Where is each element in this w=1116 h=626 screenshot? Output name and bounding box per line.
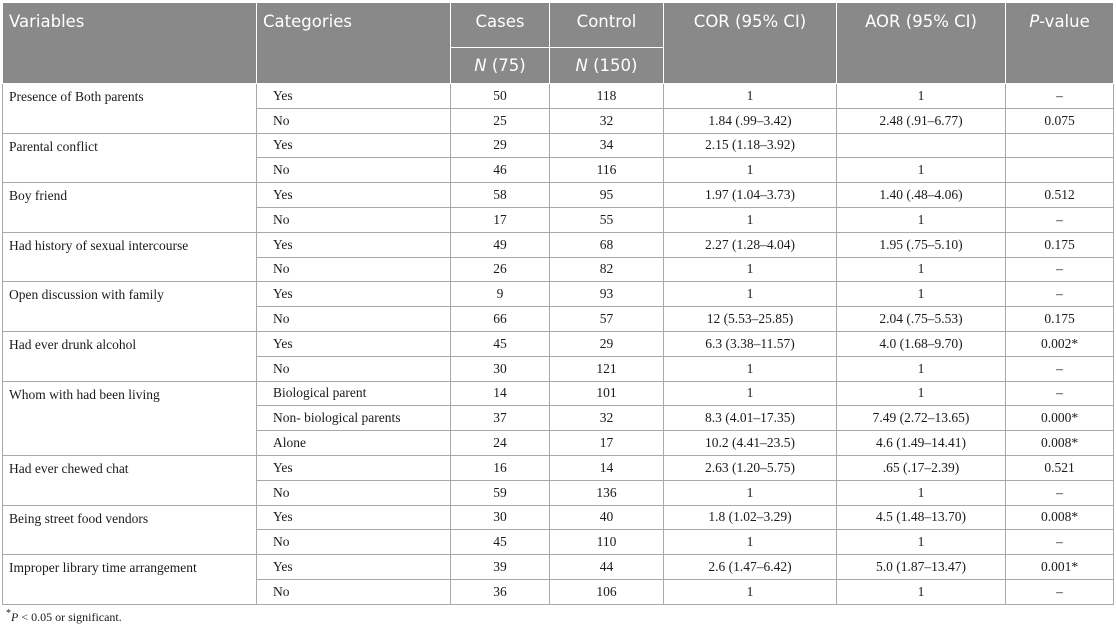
cor-cell: 8.3 (4.01–17.35) <box>664 406 837 431</box>
variable-cell: Had ever chewed chat <box>3 455 257 505</box>
table-row <box>3 381 1114 406</box>
table-body <box>3 84 1114 605</box>
variable-cell: Presence of Both parents <box>3 84 257 134</box>
cor-cell: 1 <box>664 158 837 183</box>
header-categories: Categories <box>257 3 451 84</box>
pvalue-cell: – <box>1006 579 1114 604</box>
aor-cell: 4.0 (1.68–9.70) <box>837 331 1006 356</box>
table-row <box>3 183 1114 208</box>
cases-cell: 45 <box>451 331 550 356</box>
category-cell: No <box>257 480 451 505</box>
aor-cell: 1 <box>837 158 1006 183</box>
table-row <box>3 505 1114 530</box>
control-cell: 136 <box>550 480 664 505</box>
category-cell: Yes <box>257 505 451 530</box>
cor-cell: 1 <box>664 530 837 555</box>
pvalue-cell: 0.001* <box>1006 555 1114 580</box>
cor-cell: 1 <box>664 356 837 381</box>
table-row <box>3 282 1114 307</box>
control-cell: 68 <box>550 232 664 257</box>
pvalue-cell: – <box>1006 257 1114 282</box>
control-cell: 32 <box>550 406 664 431</box>
pvalue-cell: 0.008* <box>1006 431 1114 456</box>
cases-cell: 30 <box>451 505 550 530</box>
cases-cell: 59 <box>451 480 550 505</box>
aor-cell: 1 <box>837 480 1006 505</box>
pvalue-cell: 0.512 <box>1006 183 1114 208</box>
cor-cell: 10.2 (4.41–23.5) <box>664 431 837 456</box>
aor-cell: 1 <box>837 530 1006 555</box>
category-cell: No <box>257 307 451 332</box>
variable-cell: Boy friend <box>3 183 257 233</box>
table-row <box>3 555 1114 580</box>
aor-cell: 1 <box>837 579 1006 604</box>
control-cell: 121 <box>550 356 664 381</box>
header-row <box>3 3 1114 48</box>
header-pvalue-p: P <box>1029 12 1040 31</box>
cor-cell: 1 <box>664 207 837 232</box>
pvalue-cell: 0.175 <box>1006 232 1114 257</box>
variable-cell: Parental conflict <box>3 133 257 183</box>
aor-cell: 2.48 (.91–6.77) <box>837 108 1006 133</box>
header-cases-n: N (75) <box>451 48 550 84</box>
table-row <box>3 133 1114 158</box>
cor-cell: 1 <box>664 579 837 604</box>
cor-cell: 2.63 (1.20–5.75) <box>664 455 837 480</box>
header-variables: Variables <box>3 3 257 84</box>
category-cell: No <box>257 207 451 232</box>
cases-cell: 29 <box>451 133 550 158</box>
pvalue-cell: 0.000* <box>1006 406 1114 431</box>
control-cell: 55 <box>550 207 664 232</box>
control-cell: 17 <box>550 431 664 456</box>
category-cell: Yes <box>257 183 451 208</box>
header-control-n: N (150) <box>550 48 664 84</box>
cases-cell: 58 <box>451 183 550 208</box>
variable-cell: Being street food vendors <box>3 505 257 555</box>
control-cell: 106 <box>550 579 664 604</box>
cases-cell: 50 <box>451 84 550 109</box>
cor-cell: 1 <box>664 84 837 109</box>
control-cell: 14 <box>550 455 664 480</box>
cases-cell: 14 <box>451 381 550 406</box>
pvalue-cell: 0.002* <box>1006 331 1114 356</box>
category-cell: Yes <box>257 331 451 356</box>
control-cell: 116 <box>550 158 664 183</box>
table-row <box>3 331 1114 356</box>
cases-cell: 49 <box>451 232 550 257</box>
header-cor: COR (95% CI) <box>664 3 837 84</box>
header-pvalue <box>1006 3 1114 84</box>
cor-cell: 1.84 (.99–3.42) <box>664 108 837 133</box>
cor-cell: 1.97 (1.04–3.73) <box>664 183 837 208</box>
variable-cell: Open discussion with family <box>3 282 257 332</box>
aor-cell: 1 <box>837 282 1006 307</box>
cases-cell: 16 <box>451 455 550 480</box>
cor-cell: 1 <box>664 480 837 505</box>
cases-cell: 37 <box>451 406 550 431</box>
cases-cell: 39 <box>451 555 550 580</box>
pvalue-cell <box>1006 158 1114 183</box>
pvalue-cell <box>1006 133 1114 158</box>
cases-cell: 66 <box>451 307 550 332</box>
cases-cell: 9 <box>451 282 550 307</box>
pvalue-cell: – <box>1006 530 1114 555</box>
aor-cell: 1.40 (.48–4.06) <box>837 183 1006 208</box>
category-cell: Yes <box>257 282 451 307</box>
category-cell: No <box>257 530 451 555</box>
cases-cell: 26 <box>451 257 550 282</box>
variable-cell: Whom with had been living <box>3 381 257 455</box>
category-cell: Alone <box>257 431 451 456</box>
control-cell: 57 <box>550 307 664 332</box>
variable-cell: Improper library time arrangement <box>3 555 257 605</box>
category-cell: Yes <box>257 133 451 158</box>
cases-cell: 24 <box>451 431 550 456</box>
cor-cell: 12 (5.53–25.85) <box>664 307 837 332</box>
header-pvalue-rest: -value <box>1039 12 1090 31</box>
pvalue-cell: – <box>1006 84 1114 109</box>
aor-cell: 1 <box>837 84 1006 109</box>
cor-cell: 6.3 (3.38–11.57) <box>664 331 837 356</box>
control-cell: 32 <box>550 108 664 133</box>
header-aor: AOR (95% CI) <box>837 3 1006 84</box>
control-cell: 118 <box>550 84 664 109</box>
category-cell: Biological parent <box>257 381 451 406</box>
control-cell: 101 <box>550 381 664 406</box>
table-row <box>3 455 1114 480</box>
table-row <box>3 232 1114 257</box>
aor-cell: .65 (.17–2.39) <box>837 455 1006 480</box>
control-cell: 34 <box>550 133 664 158</box>
variable-cell: Had ever drunk alcohol <box>3 331 257 381</box>
pvalue-cell: 0.075 <box>1006 108 1114 133</box>
category-cell: Non- biological parents <box>257 406 451 431</box>
aor-cell: 4.6 (1.49–14.41) <box>837 431 1006 456</box>
pvalue-cell: 0.521 <box>1006 455 1114 480</box>
aor-cell: 1 <box>837 207 1006 232</box>
results-table <box>2 2 1114 605</box>
category-cell: Yes <box>257 555 451 580</box>
pvalue-cell: 0.008* <box>1006 505 1114 530</box>
cor-cell: 1 <box>664 257 837 282</box>
control-cell: 40 <box>550 505 664 530</box>
cor-cell: 2.27 (1.28–4.04) <box>664 232 837 257</box>
header-control: Control <box>550 3 664 48</box>
category-cell: No <box>257 257 451 282</box>
cases-cell: 36 <box>451 579 550 604</box>
pvalue-cell: – <box>1006 207 1114 232</box>
control-cell: 82 <box>550 257 664 282</box>
cor-cell: 1.8 (1.02–3.29) <box>664 505 837 530</box>
category-cell: No <box>257 158 451 183</box>
pvalue-cell: – <box>1006 381 1114 406</box>
aor-cell: 1 <box>837 257 1006 282</box>
aor-cell <box>837 133 1006 158</box>
table-row <box>3 84 1114 109</box>
cor-cell: 2.6 (1.47–6.42) <box>664 555 837 580</box>
cases-cell: 17 <box>451 207 550 232</box>
category-cell: Yes <box>257 455 451 480</box>
cases-cell: 45 <box>451 530 550 555</box>
pvalue-cell: 0.175 <box>1006 307 1114 332</box>
header-cases: Cases <box>451 3 550 48</box>
control-cell: 44 <box>550 555 664 580</box>
cases-cell: 46 <box>451 158 550 183</box>
aor-cell: 7.49 (2.72–13.65) <box>837 406 1006 431</box>
category-cell: Yes <box>257 232 451 257</box>
pvalue-cell: – <box>1006 480 1114 505</box>
category-cell: No <box>257 108 451 133</box>
cor-cell: 1 <box>664 381 837 406</box>
footnote: *P < 0.05 or significant. <box>6 608 122 624</box>
category-cell: No <box>257 356 451 381</box>
aor-cell: 4.5 (1.48–13.70) <box>837 505 1006 530</box>
aor-cell: 2.04 (.75–5.53) <box>837 307 1006 332</box>
cor-cell: 1 <box>664 282 837 307</box>
pvalue-cell: – <box>1006 356 1114 381</box>
table-header <box>3 3 1114 84</box>
aor-cell: 5.0 (1.87–13.47) <box>837 555 1006 580</box>
aor-cell: 1 <box>837 381 1006 406</box>
variable-cell: Had history of sexual intercourse <box>3 232 257 282</box>
control-cell: 110 <box>550 530 664 555</box>
cases-cell: 30 <box>451 356 550 381</box>
category-cell: Yes <box>257 84 451 109</box>
aor-cell: 1 <box>837 356 1006 381</box>
aor-cell: 1.95 (.75–5.10) <box>837 232 1006 257</box>
control-cell: 29 <box>550 331 664 356</box>
pvalue-cell: – <box>1006 282 1114 307</box>
control-cell: 93 <box>550 282 664 307</box>
category-cell: No <box>257 579 451 604</box>
control-cell: 95 <box>550 183 664 208</box>
cases-cell: 25 <box>451 108 550 133</box>
cor-cell: 2.15 (1.18–3.92) <box>664 133 837 158</box>
